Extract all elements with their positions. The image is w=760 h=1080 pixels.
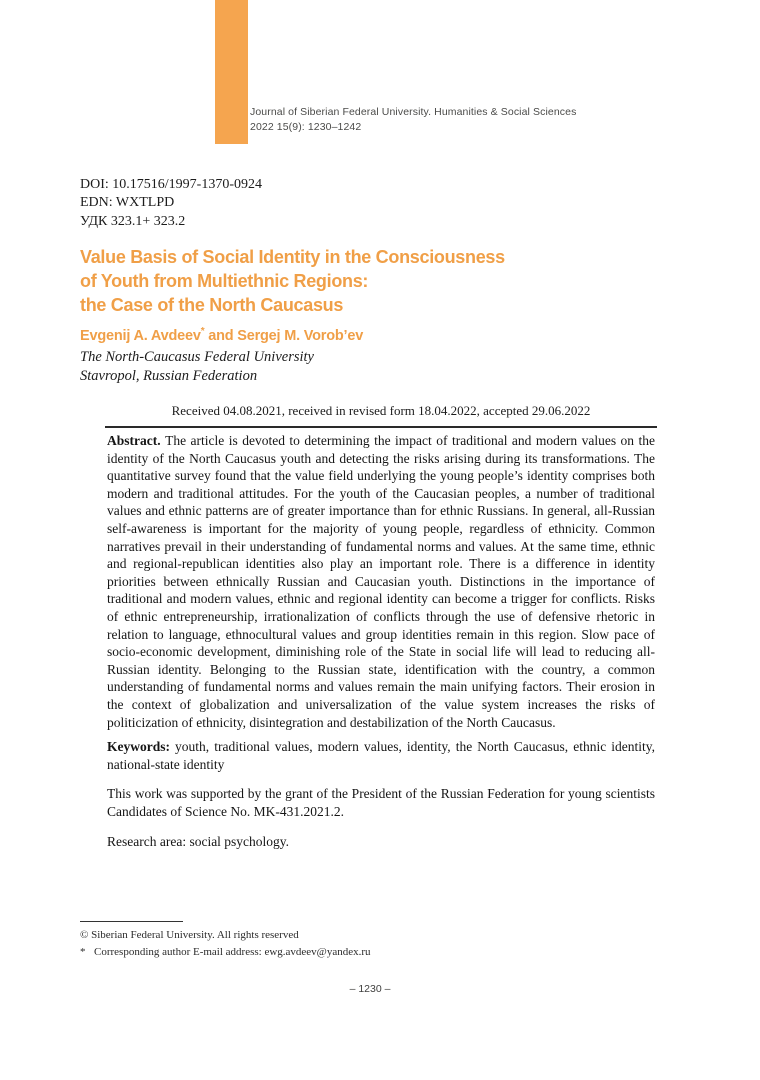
author-name-2: and Sergej M. Vorob’ev — [204, 327, 364, 344]
abstract-column — [107, 432, 655, 851]
title-line-3: the Case of the North Caucasus — [80, 295, 344, 315]
title-line-1: Value Basis of Social Identity in the Consciousness — [80, 247, 505, 267]
abstract-top-rule — [105, 426, 657, 428]
article-meta — [80, 176, 262, 231]
research-area-line: Research area: social psychology. — [107, 834, 290, 850]
udk-line: УДК 323.1+ 323.2 — [80, 213, 186, 229]
author-name-1: Evgenij A. Avdeev — [80, 327, 201, 344]
footnote-asterisk: * — [80, 946, 86, 958]
doi-line: DOI: 10.17516/1997-1370-0924 — [80, 177, 262, 192]
abstract-label: Abstract. — [107, 433, 166, 448]
keywords-label: Keywords: — [107, 739, 176, 755]
abstract-text: The article is devoted to determining the impact of traditional and modern values on the identity of the North Caucasus youth and detecting the risks arising during its transformations. The quantitative survey found that the value field underlying the young people’s identity comprises both modern and traditional attitudes. For the youth of the Caucasian peoples, a number of traditional values and ethnic patterns are of greater importance than for ethnic Russians. In general, all-Russian self-awareness is important for the majority of young people, regardless of ethnicity. Common narratives prevail in their understanding of fundamental norms and values. At the same time, ethnic and regional-republican identities also play an important role. There is a difference in identity priorities between ethnically Russian and Caucasian youth. Distinctions in the importance of traditional and modern values, ethnic and regional identity can become a trigger for conflicts. Risks of ethnic entrepreneurship, irrationalization of conflicts through the use of defensive rhetoric in relation to language, ethnocultural values and group identities remain in this region. Slow pace of socio-economic development, diminishing role of the State in social life will lead to reducing all-Russian identity. Belonging to the Russian state, identification with the country, a common understanding of fundamental norms and values remain the main unifying factors. Their erosion in the context of globalization and universalization of the value system increases the risks of politicization of ethnicity, disintegration and destabilization of the North Caucasus. — [107, 433, 655, 730]
abstract-paragraph — [107, 432, 655, 731]
article-title — [80, 245, 505, 317]
journal-header — [250, 105, 576, 135]
keywords-paragraph — [107, 738, 655, 773]
journal-name: Journal of Siberian Federal University. Humanities & Social Sciences — [250, 106, 577, 118]
footnotes — [80, 927, 371, 961]
journal-issue-line: 2022 15(9): 1230–1242 — [250, 121, 362, 133]
title-line-2: of Youth from Multiethnic Regions: — [80, 271, 369, 291]
corresponding-author-asterisk: * — [200, 326, 205, 337]
author-names — [80, 326, 363, 344]
corresponding-author-note — [80, 944, 371, 961]
received-dates-line: Received 04.08.2021, received in revised form 18.04.2022, accepted 29.06.2022 — [171, 403, 591, 418]
corresponding-author-text: Corresponding author E-mail address: ewg.avdeev@yandex.ru — [94, 946, 371, 958]
authors-block — [80, 326, 363, 386]
copyright-note: © Siberian Federal University. All rights reserved — [80, 929, 299, 941]
footnote-rule — [80, 921, 183, 922]
affiliation-line-2: Stavropol, Russian Federation — [80, 367, 258, 384]
keywords-text: youth, traditional values, modern values, identity, the North Caucasus, ethnic identity, national-state identity — [107, 739, 655, 772]
page-number: – 1230 – — [349, 983, 391, 995]
affiliation-line-1: The North-Caucasus Federal University — [80, 348, 314, 365]
edn-line: EDN: WXTLPD — [80, 195, 175, 211]
funding-paragraph: This work was supported by the grant of the President of the Russian Federation for young scientists Candidates of Science No. MK-431.2021.2. — [107, 786, 655, 819]
accent-bar — [215, 0, 248, 144]
